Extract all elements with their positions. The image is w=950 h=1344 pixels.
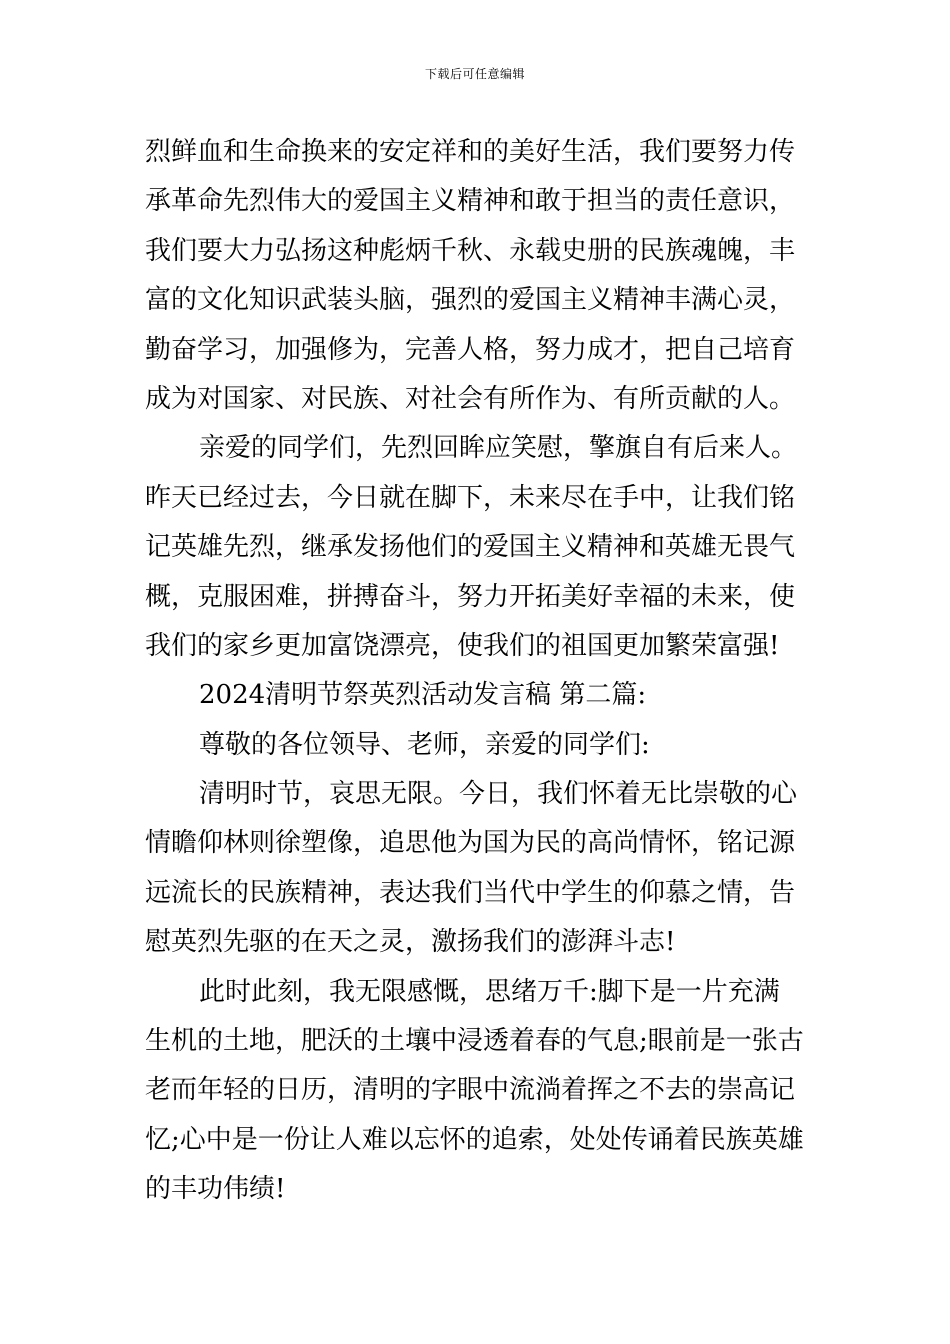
document-body: [145, 128, 807, 1215]
text-line: 概，克服困难，拼搏奋斗，努力开拓美好幸福的未来，使: [145, 581, 796, 612]
text-line: 我们要大力弘扬这种彪炳千秋、永载史册的民族魂魄，丰: [145, 235, 796, 266]
text-line: 尊敬的各位领导、老师，亲爱的同学们:: [199, 729, 650, 760]
text-line: 忆;心中是一份让人难以忘怀的追索，处处传诵着民族英雄: [145, 1124, 804, 1155]
text-line: 远流长的民族精神，表达我们当代中学生的仰慕之情，告: [145, 877, 796, 908]
text-line: 亲爱的同学们，先烈回眸应笑慰，擎旗自有后来人。: [199, 433, 798, 464]
text-line: 我们的家乡更加富饶漂亮，使我们的祖国更加繁荣富强!: [145, 630, 780, 661]
text-line: 勤奋学习，加强修为，完善人格，努力成才，把自己培育: [145, 334, 796, 365]
text-line: 慰英烈先驱的在天之灵，激扬我们的澎湃斗志!: [145, 927, 676, 958]
text-line: 2024清明节祭英烈活动发言稿 第二篇:: [199, 680, 647, 711]
text-line: 成为对国家、对民族、对社会有所作为、有所贡献的人。: [145, 383, 796, 414]
text-line: 此时此刻，我无限感慨，思绪万千:脚下是一片充满: [199, 976, 780, 1007]
text-line: 情瞻仰林则徐塑像，追思他为国为民的高尚情怀，铭记源: [145, 828, 796, 859]
text-line: 生机的土地，肥沃的土壤中浸透着春的气息;眼前是一张古: [145, 1026, 804, 1057]
text-line: 富的文化知识武装头脑，强烈的爱国主义精神丰满心灵，: [145, 285, 796, 316]
text-line: 记英雄先烈，继承发扬他们的爱国主义精神和英雄无畏气: [145, 532, 796, 563]
text-line: 清明时节，哀思无限。今日，我们怀着无比崇敬的心: [199, 779, 798, 810]
page-header: 下载后可任意编辑: [424, 67, 525, 81]
text-line: 承革命先烈伟大的爱国主义精神和敢于担当的责任意识，: [145, 186, 796, 217]
text-line: 的丰功伟绩!: [145, 1174, 286, 1205]
text-line: 老而年轻的日历，清明的字眼中流淌着挥之不去的崇高记: [145, 1075, 796, 1106]
text-line: 烈鲜血和生命换来的安定祥和的美好生活，我们要努力传: [145, 137, 796, 167]
text-line: 昨天已经过去，今日就在脚下，未来尽在手中，让我们铭: [145, 482, 796, 513]
